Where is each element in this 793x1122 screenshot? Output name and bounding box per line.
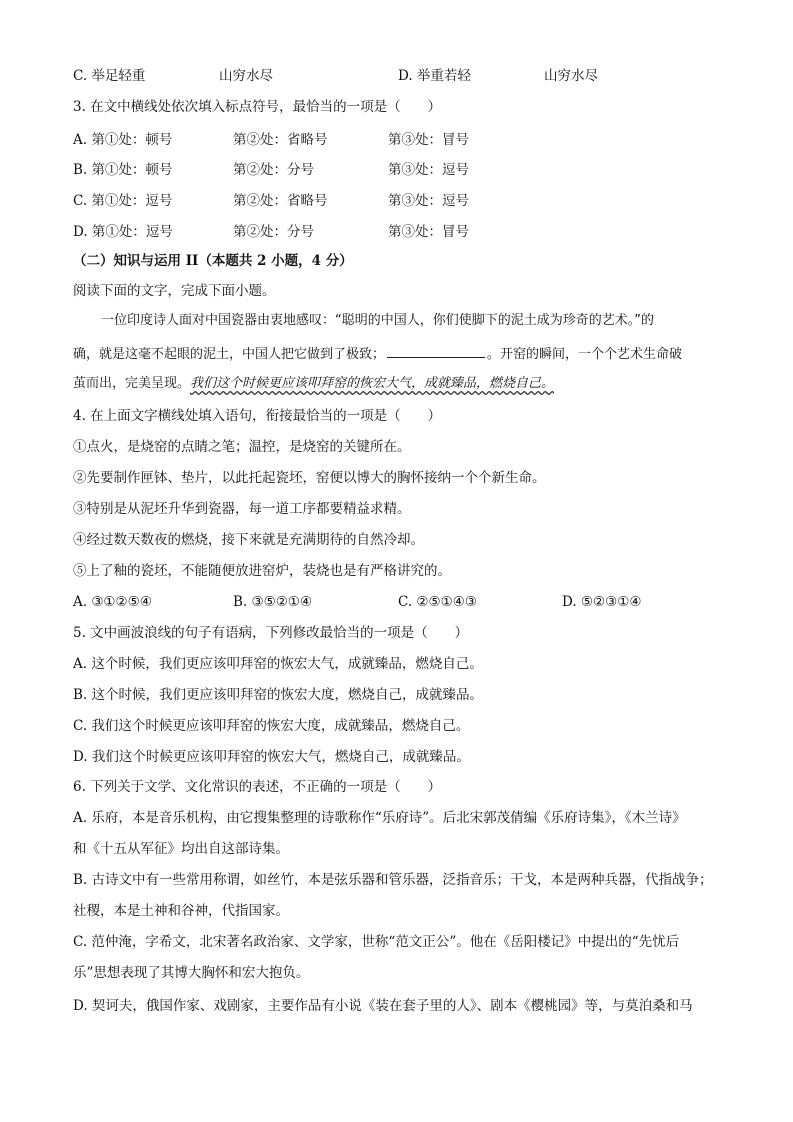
q4-item-3: ③特别是从泥坯升华到瓷器，每一道工序都要精益求精。 xyxy=(73,501,411,517)
q3-option-c-1: C. 第①处：逗号 xyxy=(73,193,173,209)
q5-option-c: C. 我们这个时候更应该叩拜窑的恢宏大度，成就臻品，燃烧自己。 xyxy=(73,718,470,734)
q4-item-1: ①点火，是烧窑的点睛之笔；温控，是烧窑的关键所在。 xyxy=(73,439,411,455)
section2-heading: （二）知识与运用 II（本题共 2 小题，4 分） xyxy=(73,253,353,269)
q3-option-d-1: D. 第①处：逗号 xyxy=(73,224,173,240)
q3-option-d-2: 第②处：分号 xyxy=(233,224,314,240)
passage-line-1: 一位印度诗人面对中国瓷器由衷地感叹：“聪明的中国人，你们使脚下的泥土成为珍奇的艺术。”的 xyxy=(101,313,654,328)
q3-option-b-3: 第③处：逗号 xyxy=(388,162,469,178)
q6-option-b-line-2: 社稷，本是土神和谷神，代指国家。 xyxy=(73,903,289,919)
q4-stem: 4. 在上面文字横线处填入语句，衔接最恰当的一项是（ ） xyxy=(73,408,442,424)
q3-option-d-3: 第③处：冒号 xyxy=(388,224,469,240)
q2-option-c-label: C. 举足轻重 xyxy=(73,68,146,84)
q6-option-c-line-2: 乐”思想表现了其博大胸怀和宏大抱负。 xyxy=(73,965,310,981)
q4-option-d: D. ⑤②③①④ xyxy=(562,594,642,610)
q4-option-a: A. ③①②⑤④ xyxy=(73,594,152,610)
q6-option-a-line-2: 和《十五从军征》均出自这部诗集。 xyxy=(73,841,289,857)
q3-option-a-2: 第②处：省略号 xyxy=(233,132,328,148)
q5-option-b: B. 这个时候，我们更应该叩拜窑的恢宏大度，燃烧自己，成就臻品。 xyxy=(73,687,484,703)
q6-option-b-line-1: B. 古诗文中有一些常用称谓，如丝竹，本是弦乐器和管乐器，泛指音乐；干戈，本是两种兵器，代指战争； xyxy=(73,872,713,888)
q6-stem: 6. 下列关于文学、文化常识的表述，不正确的一项是（ ） xyxy=(73,779,442,795)
q4-option-b: B. ③⑤②①④ xyxy=(233,594,313,610)
q3-option-a-1: A. 第①处：顿号 xyxy=(73,132,173,148)
passage-line-2-part-b: 。开窑的瞬间，一个个艺术生命破 xyxy=(487,347,683,362)
q6-option-d-line-1: D. 契诃夫，俄国作家、戏剧家，主要作品有小说《装在套子里的人》、剧本《樱桃园》等，与莫泊桑和马 xyxy=(73,998,693,1014)
passage-line-3-part-a: 茧而出，完美呈现。 xyxy=(73,376,191,391)
section2-intro: 阅读下面的文字，完成下面小题。 xyxy=(73,283,276,299)
q4-item-4: ④经过数天数夜的燃烧，接下来就是充满期待的自然冷却。 xyxy=(73,532,424,548)
q3-stem: 3. 在文中横线处依次填入标点符号，最恰当的一项是（ ） xyxy=(73,99,442,115)
q3-option-b-1: B. 第①处：顿号 xyxy=(73,162,173,178)
q3-option-a-3: 第③处：冒号 xyxy=(388,132,469,148)
q5-option-d: D. 我们这个时候更应该叩拜窑的恢宏大气，燃烧自己，成就臻品。 xyxy=(73,749,470,765)
passage-line-2-part-a: 确，就是这毫不起眼的泥土，中国人把它做到了极致； xyxy=(73,347,386,362)
q3-option-c-3: 第③处：逗号 xyxy=(388,193,469,209)
passage-line-3 xyxy=(73,374,554,394)
q4-item-5: ⑤上了釉的瓷坯，不能随便放进窑炉，装烧也是有严格讲究的。 xyxy=(73,563,451,579)
q3-option-b-2: 第②处：分号 xyxy=(233,162,314,178)
q2-option-d-word2: 山穷水尽 xyxy=(544,68,598,84)
q4-item-2: ②先要制作匣钵、垫片，以此托起瓷坯，窑便以博大的胸怀接纳一个个新生命。 xyxy=(73,470,546,486)
q6-option-a-line-1: A. 乐府，本是音乐机构，由它搜集整理的诗歌称作“乐府诗”。后北宋郭茂倩编《乐府诗集》，《木兰诗》 xyxy=(73,810,686,826)
q5-option-a: A. 这个时候，我们更应该叩拜窑的恢宏大气，成就臻品，燃烧自己。 xyxy=(73,656,483,672)
fill-blank-line xyxy=(387,343,485,358)
wavy-underlined-sentence: 我们这个时候更应该叩拜窑的恢宏大气，成就臻品，燃烧自己。 xyxy=(190,376,555,391)
q6-option-c-line-1: C. 范仲淹，字希文，北宋著名政治家、文学家，世称“范文正公”。他在《岳阳楼记》中提出的“先忧后 xyxy=(73,934,680,950)
q2-option-c-word2: 山穷水尽 xyxy=(219,68,273,84)
q4-option-c: C. ②⑤①④③ xyxy=(398,594,477,610)
q3-option-c-2: 第②处：省略号 xyxy=(233,193,328,209)
passage-line-2 xyxy=(73,343,682,365)
q2-option-d-label: D. 举重若轻 xyxy=(398,68,471,84)
q5-stem: 5. 文中画波浪线的句子有语病，下列修改最恰当的一项是（ ） xyxy=(73,625,469,641)
